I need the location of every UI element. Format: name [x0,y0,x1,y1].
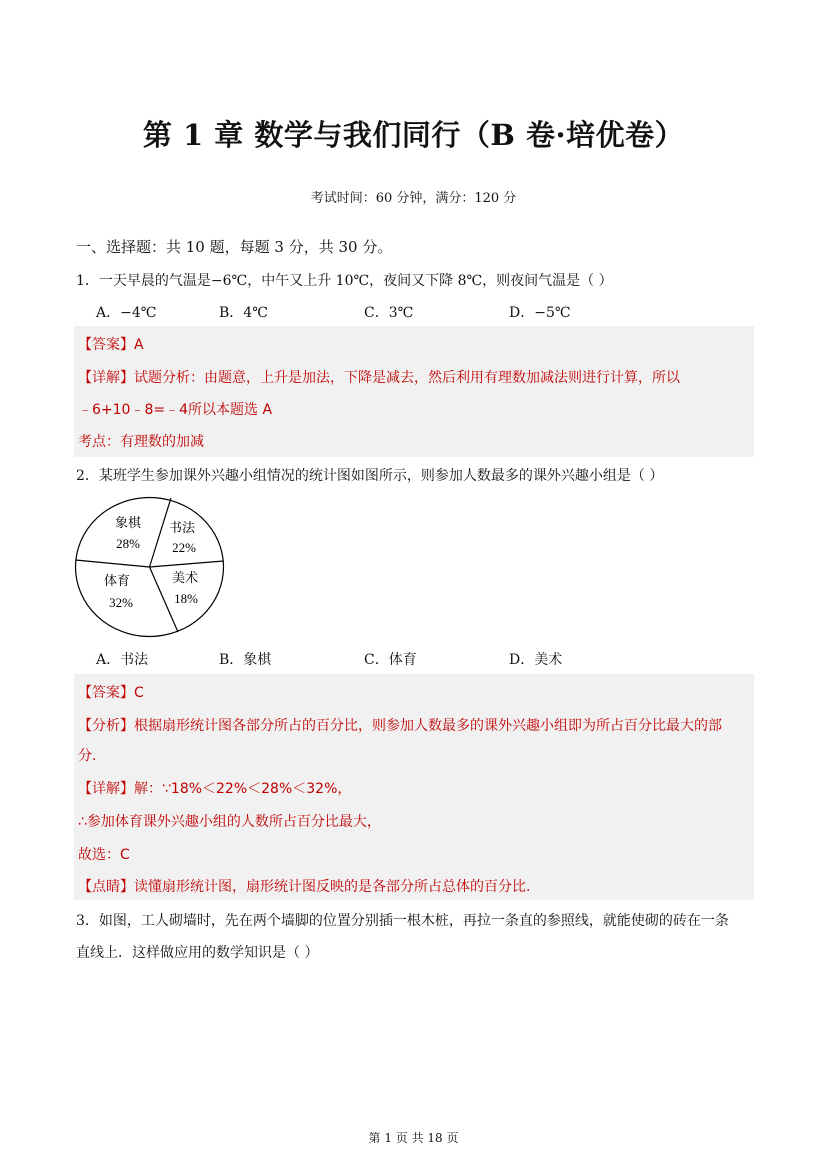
comment-line: 【点睛】读懂扇形统计图，扇形统计图反映的是各部分所占总体的百分比. [78,879,531,895]
answer-line: 【答案】C [78,685,144,701]
question-1-stem: 1．一天早晨的气温是−6℃，中午又上升 10℃，夜间又下降 8℃，则夜间气温是（ ） [76,273,613,289]
question-2-stem: 2．某班学生参加课外兴趣小组情况的统计图如图所示，则参加人数最多的课外兴趣小组是（ ） [76,468,664,484]
pie-divider [150,561,224,567]
detail-line-2: ∴参加体育课外兴趣小组的人数所占百分比最大， [78,814,381,830]
pie-chart [74,496,226,640]
pie-pct-calligraphy: 22% [172,540,196,555]
choice-b: B．象棋 [219,652,272,668]
answer-box-1 [74,326,754,457]
pie-label-sports: 体育 [103,574,131,589]
page-title: 第 1 章 数学与我们同行（B 卷·培优卷） [142,118,685,152]
pie-pct-chess: 28% [116,536,140,551]
knowledge-point: 考点：有理数的加减 [78,434,204,450]
choice-conclusion: 故选：C [78,847,130,863]
detail-line [78,778,351,798]
detail-line: 【详解】试题分析：由题意，上升是加法，下降是减去，然后利用有理数加减法则进行计算，所以 [78,370,680,386]
section-heading: 一、选择题：共 10 题，每题 3 分，共 30 分。 [76,238,393,256]
pie-divider [76,560,150,567]
choice-b: B．4℃ [219,305,268,321]
pie-label-art: 美术 [171,571,199,586]
analysis-line-2: 分. [78,748,97,764]
exam-info: 考试时间：60 分钟，满分：120 分 [310,191,517,206]
pie-label-calligraphy: 书法 [168,521,196,536]
pie-pct-sports: 32% [109,595,133,610]
choice-d: D．−5℃ [509,305,571,321]
question-1-choices [96,302,716,322]
page-footer: 第 1 页 共 18 页 [368,1131,459,1145]
choice-d: D．美术 [509,652,563,668]
detail-text: 解：∵18%＜22%＜28%＜32%， [134,781,352,797]
analysis-line: 【分析】根据扇形统计图各部分所占的百分比，则参加人数最多的课外兴趣小组即为所占百分比最大的部 [78,718,722,734]
pie-label-chess: 象棋 [114,516,142,531]
question-3-stem: 3．如图，工人砌墙时，先在两个墙脚的位置分别插一根木桩，再拉一条直的参照线，就能使砌的砖在一条 [76,913,729,929]
pie-divider [150,498,172,567]
answer-line: 【答案】A [78,337,144,353]
answer-box-2 [74,674,754,900]
detail-label: 【详解】 [78,781,134,797]
question-3-stem-2: 直线上．这样做应用的数学知识是（ ） [76,945,319,961]
pie-pct-art: 18% [174,591,198,606]
question-2-choices [96,649,716,669]
detail-line-2: ﹣6+10﹣8=﹣4所以本题选 A [78,402,273,418]
choice-a: A．−4℃ [96,305,157,321]
choice-a: A．书法 [96,652,149,668]
choice-c: C．体育 [364,652,417,668]
choice-c: C．3℃ [364,305,414,321]
